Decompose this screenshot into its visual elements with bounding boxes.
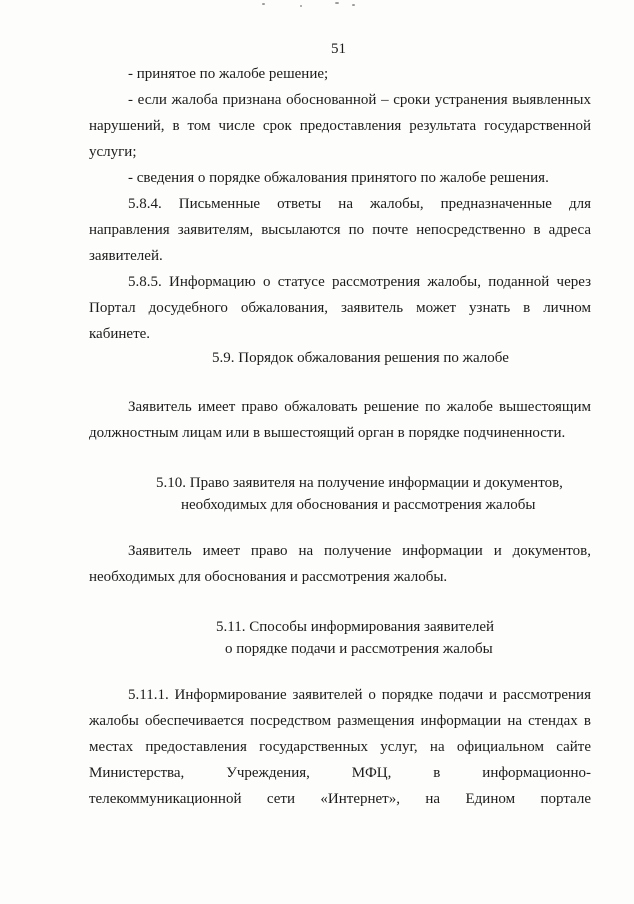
section-heading: 5.9. Порядок обжалования решения по жалобе <box>212 350 509 366</box>
scan-speck <box>300 5 302 7</box>
paragraph-line: местах предоставления государственных услуг, на официальном сайте <box>89 739 591 755</box>
section-heading: необходимых для обоснования и рассмотрения жалобы <box>181 497 536 513</box>
paragraph-line: должностным лицам или в вышестоящий орган в порядке подчиненности. <box>89 425 566 441</box>
paragraph-line: - сведения о порядке обжалования принятого по жалобе решения. <box>128 170 549 186</box>
section-heading: о порядке подачи и рассмотрения жалобы <box>225 641 493 657</box>
paragraph-line: 5.11.1. Информирование заявителей о порядке подачи и рассмотрения <box>128 687 591 703</box>
scan-speck <box>262 3 265 5</box>
scan-speck <box>352 4 355 6</box>
section-heading: 5.10. Право заявителя на получение информации и документов, <box>156 475 563 491</box>
paragraph-line: Заявитель имеет право обжаловать решение по жалобе вышестоящим <box>128 399 591 415</box>
paragraph-line: нарушений, в том числе срок предоставления результата государственной <box>89 118 591 134</box>
paragraph-line: заявителей. <box>89 248 163 264</box>
paragraph-line: услуги; <box>89 144 137 160</box>
paragraph-line: Министерства, Учреждения, МФЦ, в информационно- <box>89 765 591 781</box>
section-heading: 5.11. Способы информирования заявителей <box>216 619 495 635</box>
scan-speck <box>335 2 339 4</box>
paragraph-line: кабинете. <box>89 326 151 342</box>
paragraph-line: направления заявителям, высылаются по почте непосредственно в адреса <box>89 222 591 238</box>
paragraph-line: необходимых для обоснования и рассмотрения жалобы. <box>89 569 448 585</box>
paragraph-line: телекоммуникационной сети «Интернет», на Едином портале <box>89 791 591 807</box>
paragraph-line: 5.8.5. Информацию о статусе рассмотрения жалобы, поданной через <box>128 274 591 290</box>
paragraph-line: - если жалоба признана обоснованной – сроки устранения выявленных <box>128 92 591 108</box>
paragraph-line: Портал досудебного обжалования, заявитель может узнать в личном <box>89 300 591 316</box>
page-number: 51 <box>331 41 346 57</box>
paragraph-line: 5.8.4. Письменные ответы на жалобы, предназначенные для <box>128 196 591 212</box>
paragraph-line: Заявитель имеет право на получение информации и документов, <box>128 543 591 559</box>
paragraph-line: - принятое по жалобе решение; <box>128 66 329 82</box>
paragraph-line: жалобы обеспечивается посредством размещения информации на стендах в <box>89 713 591 729</box>
